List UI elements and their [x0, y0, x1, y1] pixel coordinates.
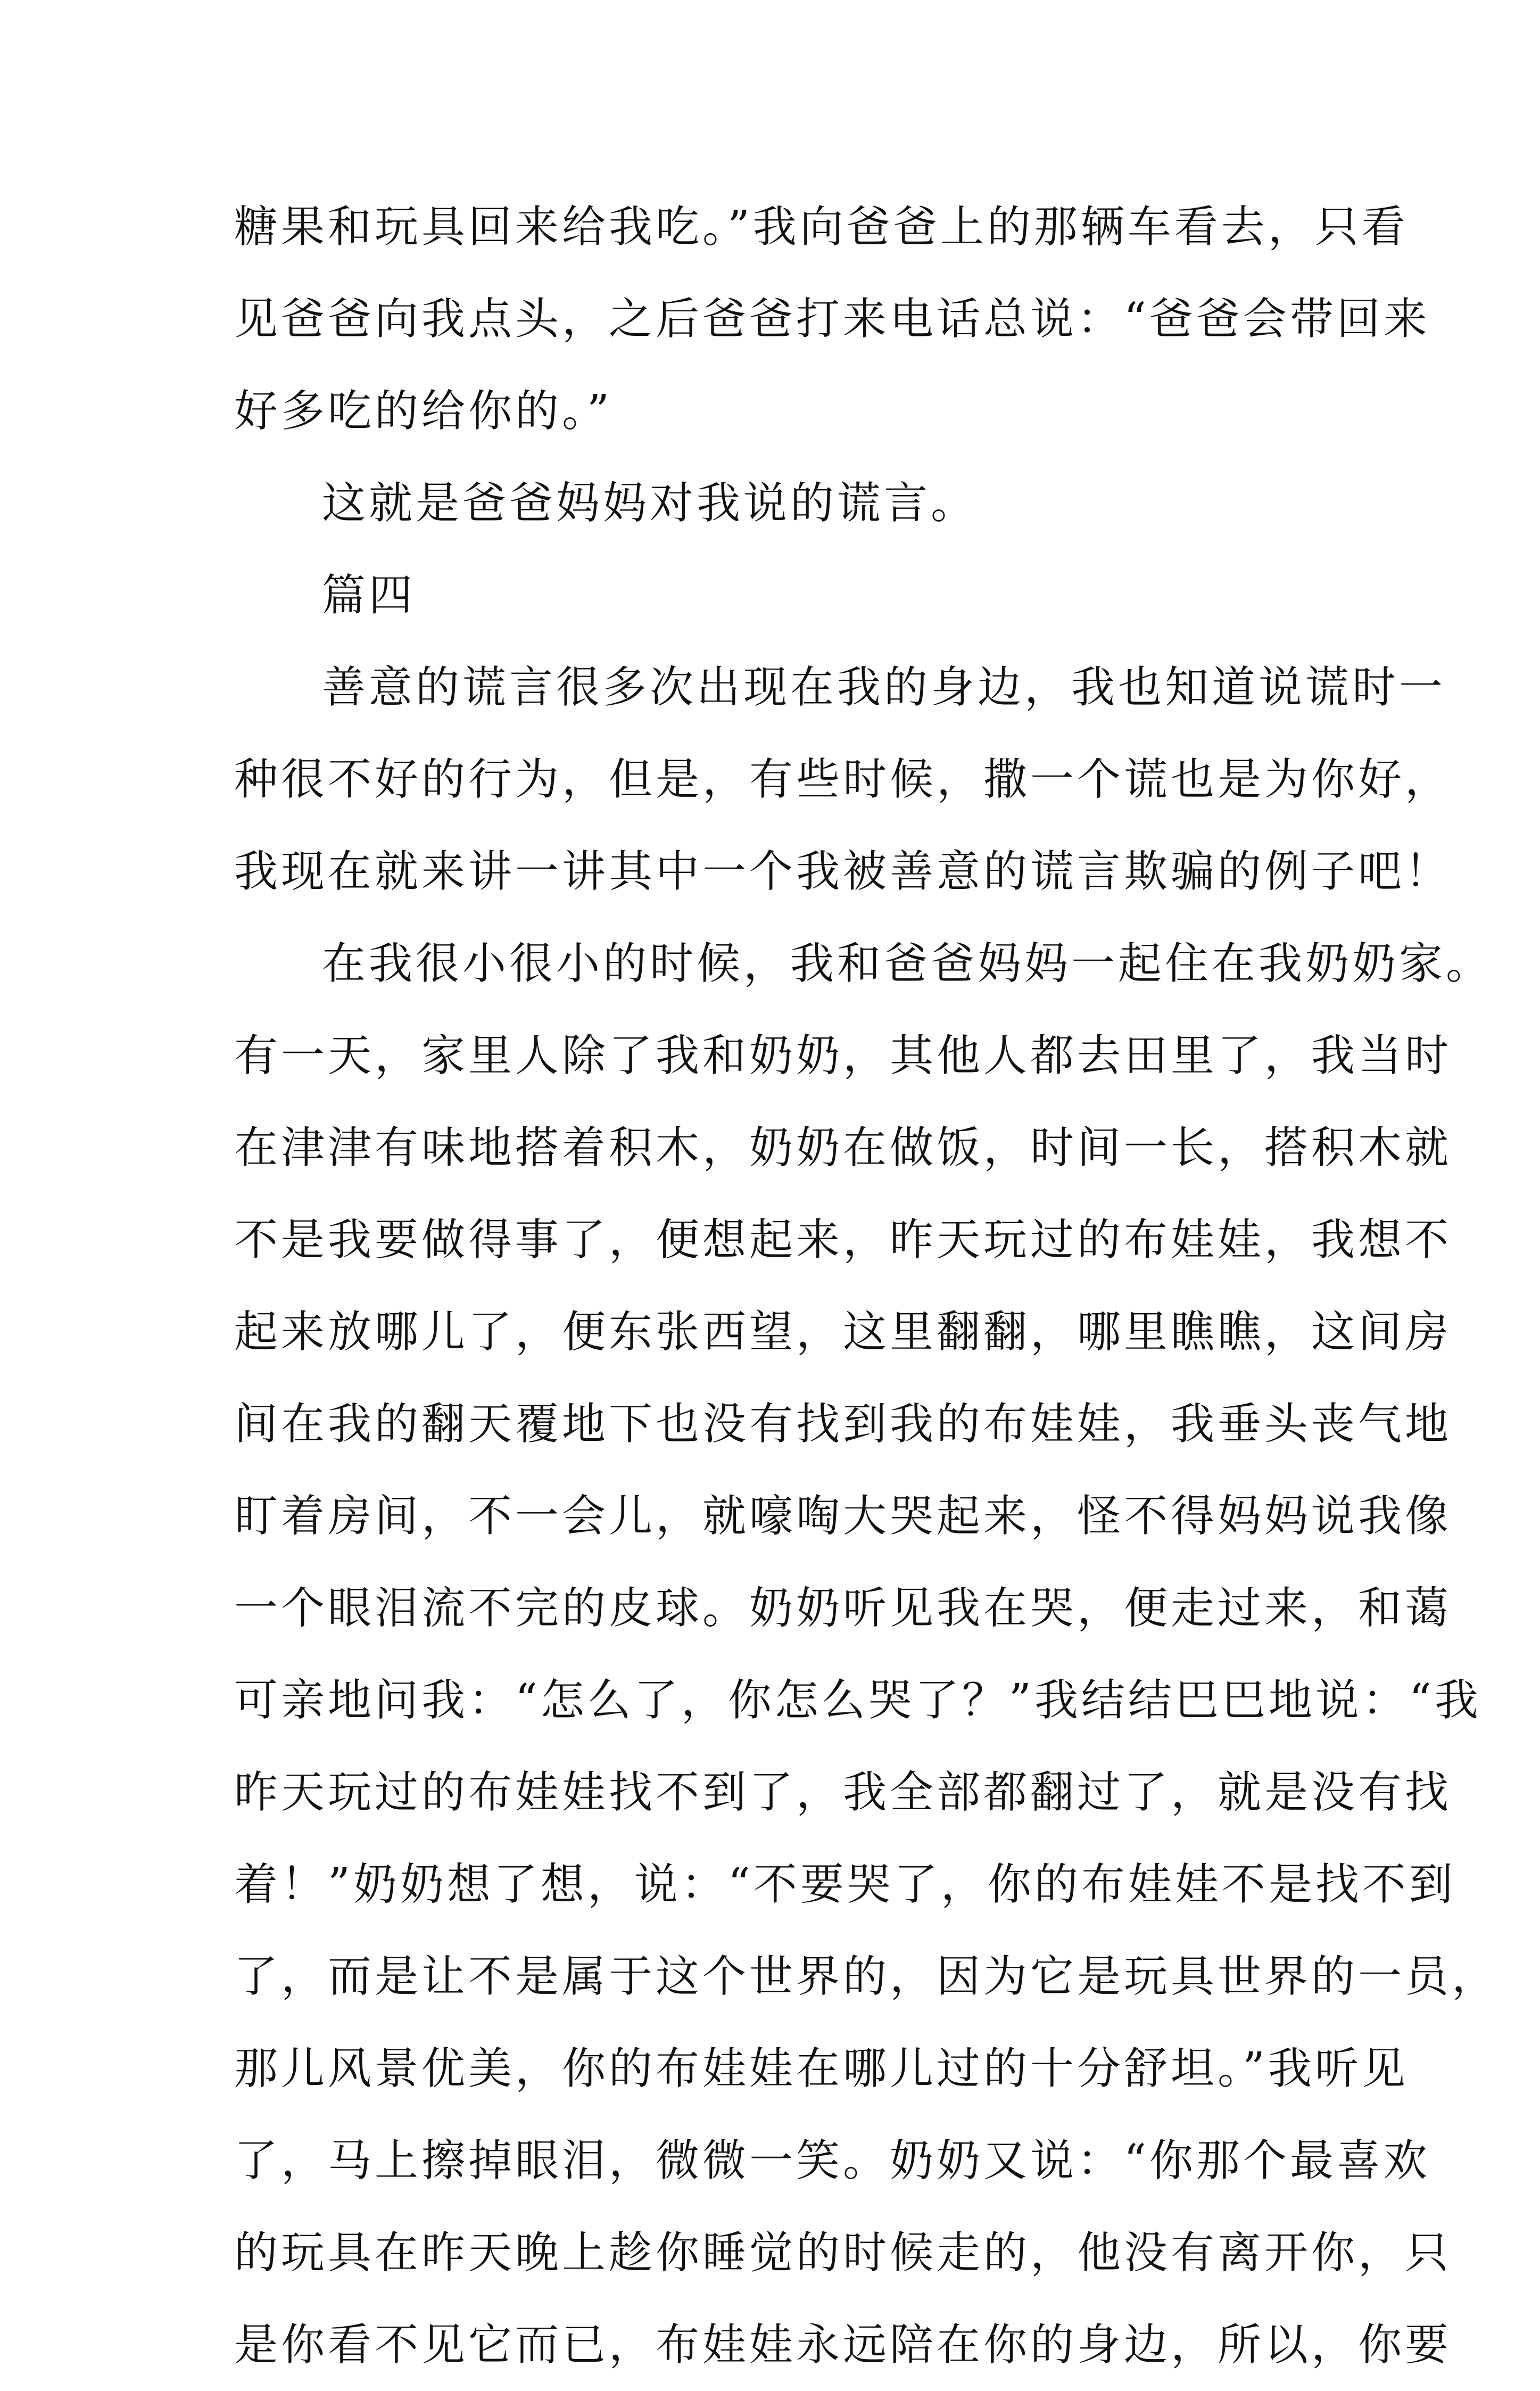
document-body	[234, 181, 1499, 2391]
text-line: 种很不好的行为，但是，有些时候，撒一个谎也是为你好，	[234, 754, 1452, 805]
text-line: 着！”奶奶想了想，说：“不要哭了，你的布娃娃不是找不到	[234, 1859, 1456, 1910]
text-line: 可亲地问我：“怎么了，你怎么哭了？”我结结巴巴地说：“我	[234, 1675, 1481, 1726]
text-line: 了，而是让不是属于这个世界的，因为它是玩具世界的一员，	[234, 1951, 1499, 2002]
text-line: 有一天，家里人除了我和奶奶，其他人都去田里了，我当时	[234, 1030, 1452, 1081]
text-line: 在津津有味地搭着积木，奶奶在做饭，时间一长，搭积木就	[234, 1123, 1452, 1173]
text-line: 间在我的翻天覆地下也没有找到我的布娃娃，我垂头丧气地	[234, 1399, 1452, 1449]
text-line: 是你看不见它而已，布娃娃永远陪在你的身边，所以，你要	[234, 2320, 1452, 2370]
text-line: 一个眼泪流不完的皮球。奶奶听见我在哭，便走过来，和蔼	[234, 1583, 1452, 1634]
text-line: 不是我要做得事了，便想起来，昨天玩过的布娃娃，我想不	[234, 1215, 1452, 1265]
text-line: 昨天玩过的布娃娃找不到了，我全部都翻过了，就是没有找	[234, 1767, 1452, 1818]
text-line: 那儿风景优美，你的布娃娃在哪儿过的十分舒坦。”我听见	[234, 2043, 1409, 2094]
text-line: 见爸爸向我点头，之后爸爸打来电话总说：“爸爸会带回来	[234, 294, 1430, 344]
text-line: 这就是爸爸妈妈对我说的谎言。	[322, 478, 978, 529]
text-line: 的玩具在昨天晚上趁你睡觉的时候走的，他没有离开你，只	[234, 2228, 1452, 2278]
text-line: 了，马上擦掉眼泪，微微一笑。奶奶又说：“你那个最喜欢	[234, 2136, 1430, 2186]
text-line: 糖果和玩具回来给我吃。”我向爸爸上的那辆车看去，只看	[234, 202, 1409, 252]
text-line: 好多吃的给你的。”	[234, 386, 612, 436]
text-line: 善意的谎言很多次出现在我的身边，我也知道说谎时一	[322, 662, 1446, 713]
text-line: 我现在就来讲一讲其中一个我被善意的谎言欺骗的例子吧！	[234, 846, 1452, 897]
text-line: 在我很小很小的时候，我和爸爸妈妈一起住在我奶奶家。	[322, 938, 1493, 989]
text-line: 篇四	[322, 570, 416, 621]
text-line: 起来放哪儿了，便东张西望，这里翻翻，哪里瞧瞧，这间房	[234, 1307, 1452, 1357]
text-line: 盯着房间，不一会儿，就嚎啕大哭起来，怪不得妈妈说我像	[234, 1491, 1452, 1541]
